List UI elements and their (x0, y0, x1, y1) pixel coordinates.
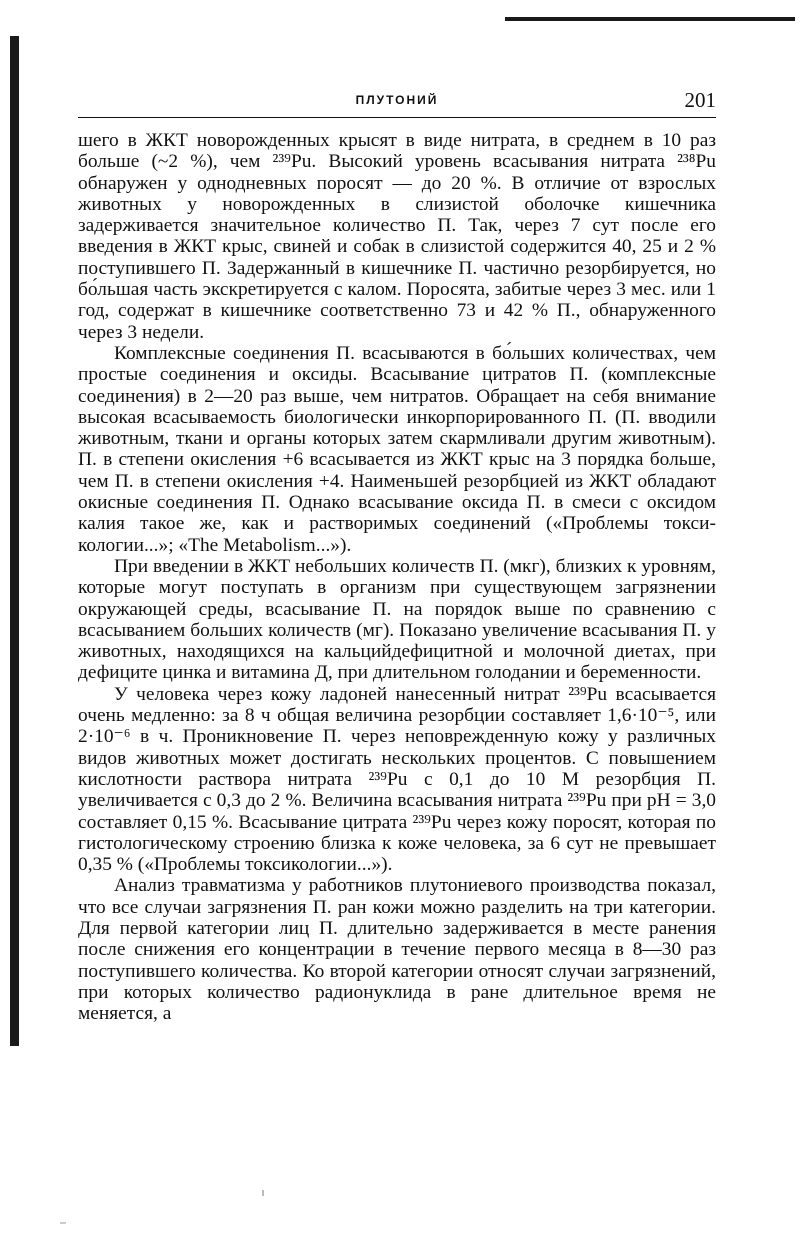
scan-speck (262, 1190, 264, 1196)
paragraph: Комплексные соединения П. всасываются в бо́льших количествах, чем простые соединения и оксиды. Всасывание цитратов П. (комплексные соединения) в 2—20 раз выше, чем нитратов. Обращает на себя внимание высокая всасываемость биологически инкорпорированного П. (П. вводили животным, ткани и органы которых затем скармливали другим животным). П. в степени окисления +6 всасывается из ЖКТ крыс на 3 порядка больше, чем П. в степени окисления +4. Наименьшей резорбцией из ЖКТ обладают окисные соединения П. Однако всасывание оксида П. в смеси с оксидом калия такое же, как и растворимых соединений («Проблемы токсикологии...»; «The Metabolism...»). (78, 342, 716, 556)
paragraph: Анализ травматизма у работников плутониевого производства показал, что все случаи загрязнения П. ран кожи можно разделить на три категории. Для первой категории лиц П. длительно задерживается в месте ранения после снижения его концентрации в течение первого месяца в 8—30 раз поступившего количества. Ко второй категории относят случаи загрязнений, при которых количество радионуклида в ране длительное время не меняется, а (78, 875, 716, 1025)
page-header (78, 88, 716, 116)
page-number: 201 (684, 88, 716, 112)
scan-edge-shadow (10, 36, 19, 1046)
paragraph: шего в ЖКТ новорожденных крысят в виде нитрата, в среднем в 10 раз больше (~2 %), чем ²³⁹Pu. Высокий уровень всасывания нитрата ²³⁸Pu обнаружен у однодневных поросят — до 20 %. В отличие от взрослых животных у новорожденных в слизистой оболочке кишечника задерживается значительное количество П. Так, через 7 сут после его введения в ЖКТ крыс, свиней и собак в слизистой содержится 40, 25 и 2 % поступившего П. Задержанный в кишечнике П. частично резорбируется, но бо́льшая часть экскретируется с калом. Поросята, забитые через 3 мес. или 1 год, содержат в кишечнике соответственно 73 и 42 % П., обнаруженного через 3 недели. (78, 130, 716, 343)
top-decorative-rule (505, 17, 795, 21)
paragraph: При введении в ЖКТ небольших количеств П. (мкг), близких к уровням, которые могут поступать в организм при существующем загрязнении окружающей среды, всасывание П. на порядок выше по сравнению с всасыванием больших количеств (мг). Показано увеличение всасывания П. у животных, находящихся на кальцийдефицитной и молочной диетах, при дефиците цинка и витамина Д, при длительном голодании и беременности. (78, 555, 716, 684)
paragraph: У человека через кожу ладоней нанесенный нитрат ²³⁹Pu всасывается очень медленно: за 8 ч общая величина резорбции составляет 1,6·10⁻⁵, или 2·10⁻⁶ в ч. Проникновение П. через неповрежденную кожу у различных видов животных может достигать нескольких процентов. С повышением кислотности раствора нитрата ²³⁹Pu с 0,1 до 10 М резорбция П. увеличивается с 0,3 до 2 %. Величина всасывания нитрата ²³⁹Pu при pH = 3,0 составляет 0,15 %. Всасывание цитрата ²³⁹Pu через кожу поросят, которая по гистологическому строению близка к коже человека, за 6 сут не превышает 0,35 % («Проблемы токсикологии...»). (78, 683, 716, 876)
scan-speck (60, 1222, 66, 1224)
header-rule (78, 117, 716, 118)
running-title: ПЛУТОНИЙ (355, 93, 439, 107)
body-text (78, 130, 716, 1024)
